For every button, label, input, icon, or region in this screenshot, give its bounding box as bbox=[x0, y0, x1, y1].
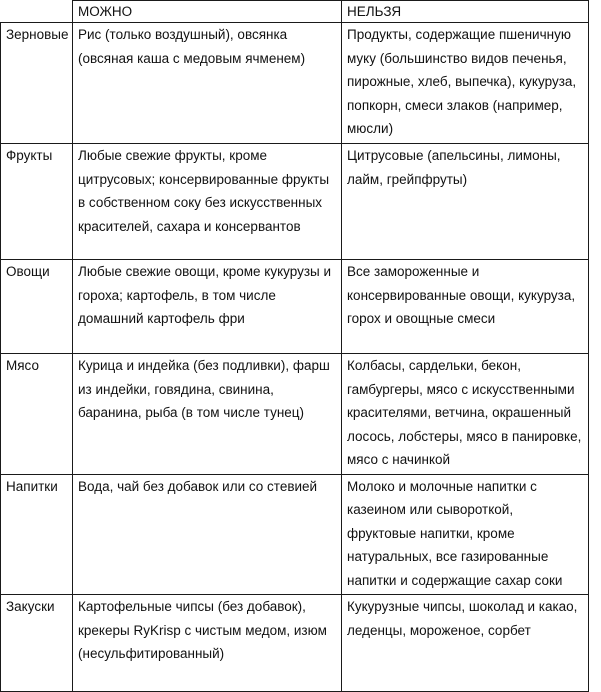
row-allowed-vegetables: Любые свежие овощи, кроме кукурузы и гороха; картофель, в том числе домашний картофель фри bbox=[73, 260, 342, 354]
row-allowed-drinks: Вода, чай без добавок или со стевией bbox=[73, 474, 342, 595]
row-forbidden-drinks: Молоко и молочные напитки с казеином или сывороткой, фруктовые напитки, кроме натуральных, все газированные напитки и содержащие сахар соки bbox=[342, 474, 589, 595]
row-allowed-fruits: Любые свежие фрукты, кроме цитрусовых; консервированные фрукты в собственном соку без искусственных красителей, сахара и консервантов bbox=[73, 144, 342, 260]
header-allowed: МОЖНО bbox=[73, 1, 342, 23]
table-row bbox=[1, 474, 589, 595]
header-corner-cell bbox=[1, 1, 73, 23]
row-category-fruits: Фрукты bbox=[1, 144, 73, 260]
row-category-meat: Мясо bbox=[1, 354, 73, 475]
row-allowed-grains: Рис (только воздушный), овсянка (овсяная каша с медовым ячменем) bbox=[73, 23, 342, 144]
table-row bbox=[1, 354, 589, 475]
table-row bbox=[1, 23, 589, 144]
table-body bbox=[1, 23, 589, 692]
table-header bbox=[1, 1, 589, 23]
table-row bbox=[1, 144, 589, 260]
row-category-snacks: Закуски bbox=[1, 595, 73, 692]
row-category-drinks: Напитки bbox=[1, 474, 73, 595]
header-forbidden: НЕЛЬЗЯ bbox=[342, 1, 589, 23]
row-allowed-snacks: Картофельные чипсы (без добавок), крекеры RyKrisp с чистым медом, изюм (несульфитированный) bbox=[73, 595, 342, 692]
row-allowed-meat: Курица и индейка (без подливки), фарш из индейки, говядина, свинина, баранина, рыба (в том числе тунец) bbox=[73, 354, 342, 475]
row-forbidden-meat: Колбасы, сардельки, бекон, гамбургеры, мясо с искусственными красителями, ветчина, окрашенный лосось, лобстеры, мясо в панировке, мясо с начинкой bbox=[342, 354, 589, 475]
row-category-grains: Зерновые bbox=[1, 23, 73, 144]
header-row bbox=[1, 1, 589, 23]
table-row bbox=[1, 260, 589, 354]
row-category-vegetables: Овощи bbox=[1, 260, 73, 354]
row-forbidden-snacks: Кукурузные чипсы, шоколад и какао, леденцы, мороженое, сорбет bbox=[342, 595, 589, 692]
row-forbidden-fruits: Цитрусовые (апельсины, лимоны, лайм, грейпфруты) bbox=[342, 144, 589, 260]
row-forbidden-vegetables: Все замороженные и консервированные овощи, кукуруза, горох и овощные смеси bbox=[342, 260, 589, 354]
table-row bbox=[1, 595, 589, 692]
row-forbidden-grains: Продукты, содержащие пшеничную муку (большинство видов печенья, пирожные, хлеб, выпечка), кукуруза, попкорн, смеси злаков (например, мюсли) bbox=[342, 23, 589, 144]
